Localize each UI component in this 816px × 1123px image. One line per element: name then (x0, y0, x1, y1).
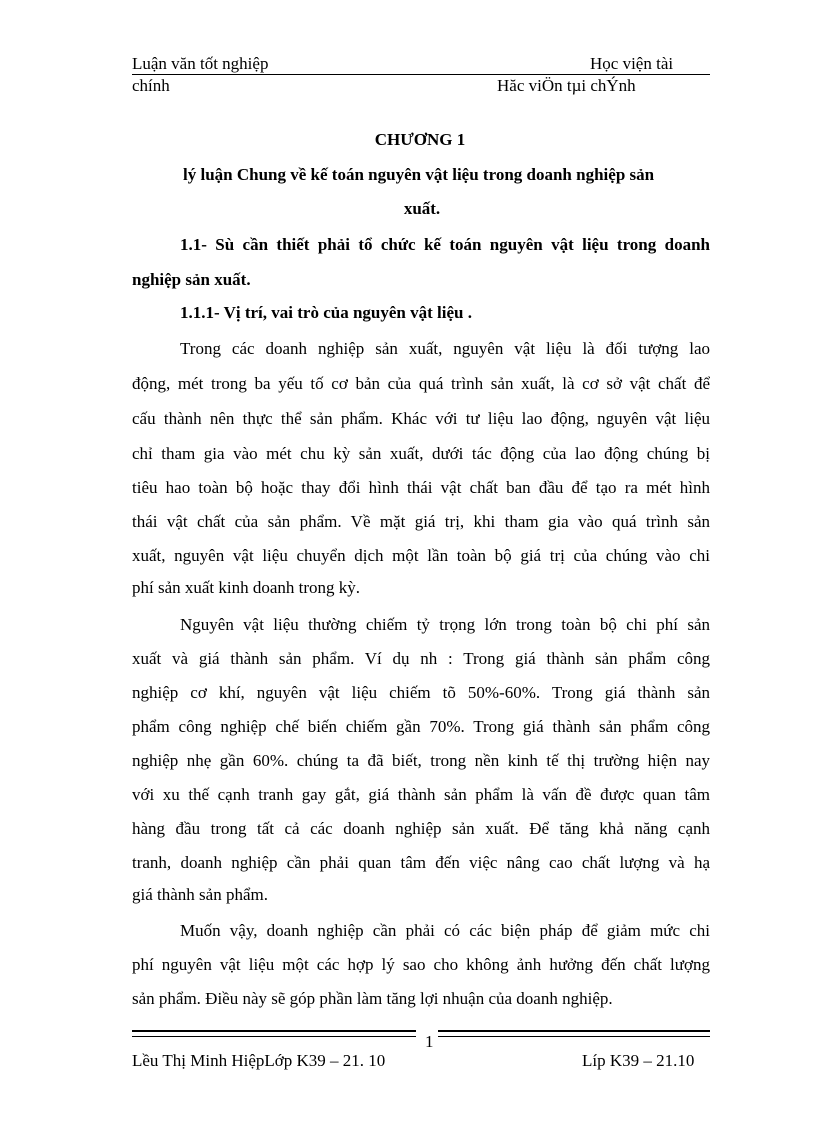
paragraph-1-line: xuất, nguyên vật liệu chuyển dịch một lần toàn bộ giá trị của chúng vào chi (132, 546, 710, 565)
paragraph-2-line: với xu thế cạnh tranh gay gắt, giá thành sản phẩm là vấn đề được quan tâm (132, 785, 710, 804)
section-1-1-1-heading: 1.1.1- Vị trí, vai trò của nguyên vật liệu . (180, 303, 472, 322)
paragraph-2-line: phẩm công nghiệp chế biến chiếm gần 70%. Trong giá thành sản phẩm công (132, 717, 710, 736)
paragraph-1-line: tiêu hao toàn bộ hoặc thay đổi hình thái vật chất ban đầu để tạo ra mét hình (132, 478, 710, 497)
paragraph-1-line: thái vật chất của sản phẩm. Về mặt giá trị, khi tham gia vào quá trình sản (132, 512, 710, 531)
chapter-number: CHƯƠNG 1 (374, 130, 466, 149)
footer-right: Líp K39 – 21.10 (582, 1051, 695, 1070)
footer-rule-right (438, 1030, 710, 1037)
header-right-line2: Hăc viÖn tµi chÝnh (497, 76, 636, 95)
footer-left: Lều Thị Minh HiệpLớp K39 – 21. 10 (132, 1051, 386, 1070)
paragraph-2-line: nghiệp nhẹ gần 60%. chúng ta đã biết, trong nền kinh tế thị trường hiện nay (132, 751, 710, 770)
paragraph-1-line: Trong các doanh nghiệp sản xuất, nguyên vật liệu là đối tượng lao (180, 339, 710, 358)
paragraph-3-line: sản phẩm. Điều này sẽ góp phần làm tăng lợi nhuận của doanh nghiệp. (132, 989, 613, 1008)
paragraph-2-line: nghiệp cơ khí, nguyên vật liệu chiếm tõ 50%-60%. Trong giá thành sản (132, 683, 710, 702)
section-1-1-line1: 1.1- Sù cần thiết phải tổ chức kế toán nguyên vật liệu trong doanh (180, 235, 710, 254)
paragraph-1-line: chỉ tham gia vào mét chu kỳ sản xuất, dưới tác động của lao động chúng bị (132, 444, 710, 463)
paragraph-1-line: động, mét trong ba yếu tố cơ bản của quá trình sản xuất, là cơ sở vật chất để (132, 374, 710, 393)
paragraph-2-line: hàng đầu trong tất cả các doanh nghiệp sản xuất. Để tăng khả năng cạnh (132, 819, 710, 838)
paragraph-1-line: phí sản xuất kinh doanh trong kỳ. (132, 578, 361, 597)
header-left-line1: Luận văn tốt nghiệp (132, 54, 269, 73)
header-left-line2: chính (132, 76, 170, 95)
header-right-line1: Học viện tài (590, 54, 674, 73)
paragraph-2-line: tranh, doanh nghiệp cần phải quan tâm đến việc nâng cao chất lượng và hạ (132, 853, 710, 872)
paragraph-2-line: giá thành sản phẩm. (132, 885, 268, 904)
section-1-1-line2: nghiệp sản xuất. (132, 270, 251, 289)
footer-rule-left (132, 1030, 416, 1037)
chapter-title-line1: lý luận Chung về kế toán nguyên vật liệu trong doanh nghiệp sản (183, 165, 655, 184)
header-rule (132, 74, 710, 75)
paragraph-3-line: phí nguyên vật liệu một các hợp lý sao cho không ảnh hưởng đến chất lượng (132, 955, 710, 974)
chapter-title-line2: xuất. (403, 199, 441, 218)
paragraph-2-line: Nguyên vật liệu thường chiếm tỷ trọng lớn trong toàn bộ chi phí sản (180, 615, 710, 634)
paragraph-1-line: cấu thành nên thực thể sản phẩm. Khác với tư liệu lao động, nguyên vật liệu (132, 409, 710, 428)
page-number: 1 (425, 1032, 434, 1051)
paragraph-2-line: xuất và giá thành sản phẩm. Ví dụ nh : Trong giá thành sản phẩm công (132, 649, 710, 668)
paragraph-3-line: Muốn vậy, doanh nghiệp cần phải có các biện pháp để giảm mức chi (180, 921, 710, 940)
